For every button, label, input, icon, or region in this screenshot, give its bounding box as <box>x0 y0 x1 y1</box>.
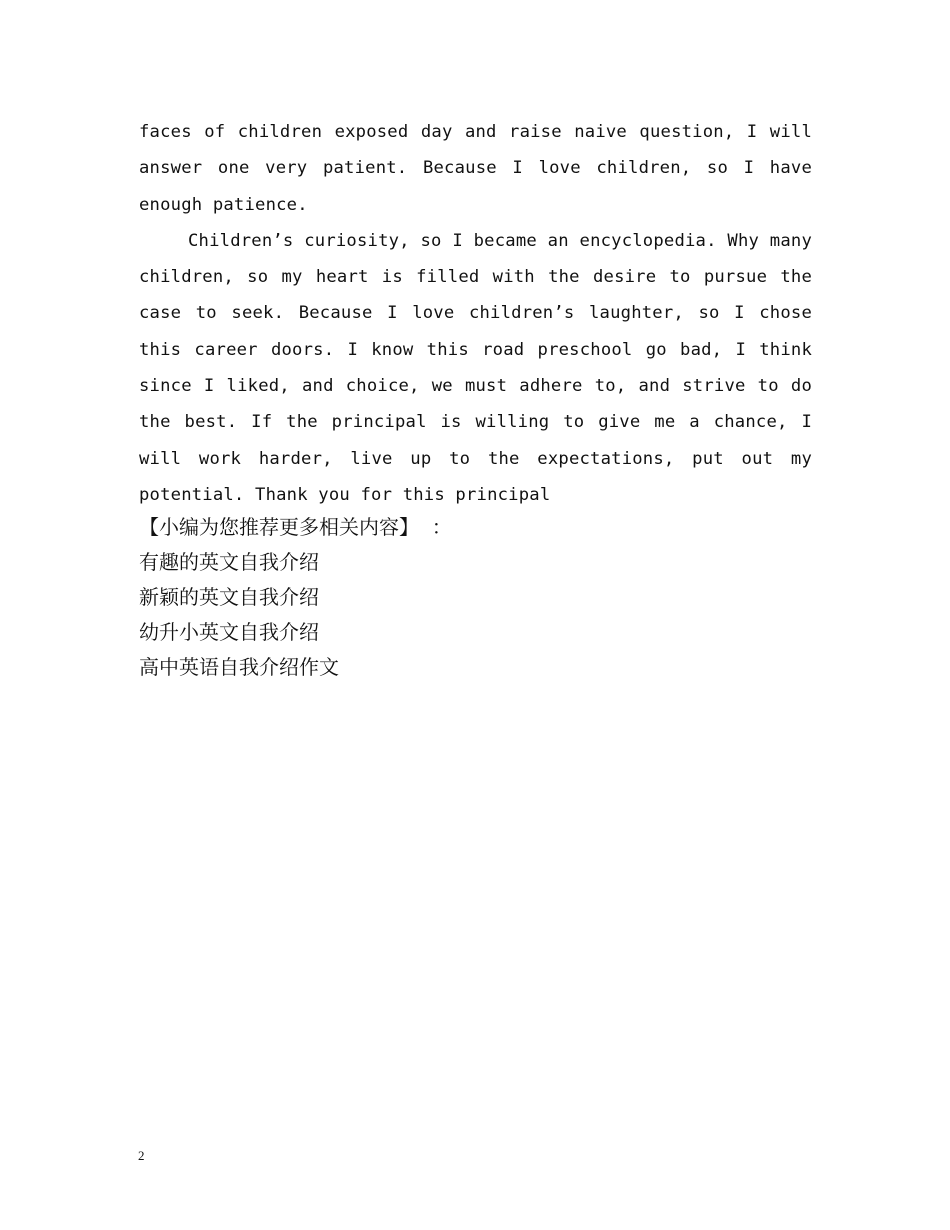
related-link[interactable]: 新颖的英文自我介绍 <box>139 585 319 609</box>
paragraph: Children’s curiosity, so I became an encyclopedia. Why many children, so my heart is filled with the desire to pursue the case to seek. Because I love children’s laughter, so I chose this career doors. I know this road preschool go bad, I think since I liked, and choice, we must adhere to, and strive to do the best. If the principal is willing to give me a chance, I will work harder, live up to the expectations, put out my potential. Thank you for this principal <box>139 230 812 505</box>
related-content <box>139 510 812 685</box>
related-link[interactable]: 高中英语自我介绍作文 <box>139 655 339 679</box>
related-link[interactable]: 幼升小英文自我介绍 <box>139 620 319 644</box>
body-text <box>139 114 812 513</box>
paragraph: faces of children exposed day and raise naive question, I will answer one very patient. Because I love children, so I have enough patience. <box>139 122 812 215</box>
related-content-header: 【小编为您推荐更多相关内容】 ： <box>139 515 452 539</box>
related-link[interactable]: 有趣的英文自我介绍 <box>139 550 319 574</box>
related-links-list <box>139 545 812 685</box>
page-number: 2 <box>138 1148 145 1163</box>
